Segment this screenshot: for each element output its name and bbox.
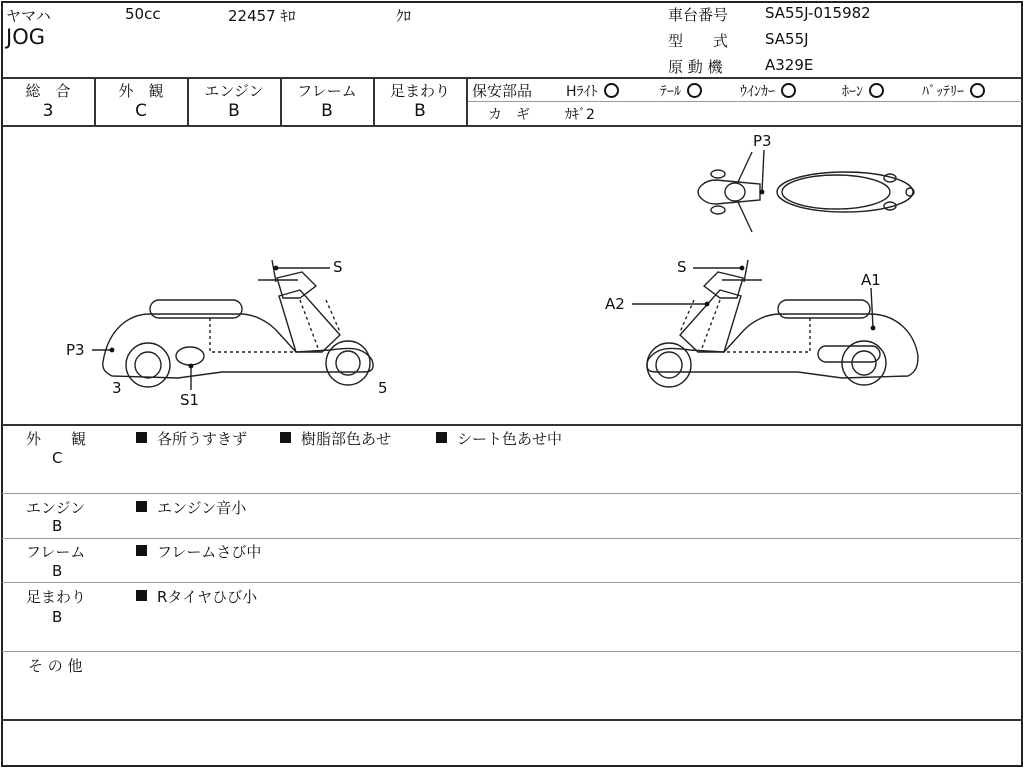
key-label: カ ギ bbox=[488, 107, 530, 123]
left-s-label: S bbox=[333, 258, 343, 276]
horn-item: ﾎｰﾝ bbox=[842, 81, 884, 101]
note-suspension-text: Rタイヤひび小 bbox=[136, 586, 257, 607]
ok-circle-icon bbox=[781, 83, 796, 98]
note-exterior-text: 各所うすきず bbox=[136, 428, 247, 449]
note-suspension-grade: B bbox=[52, 608, 63, 626]
model-name: JOG bbox=[6, 25, 45, 49]
note-frame-text: フレームさび中 bbox=[136, 541, 261, 562]
engine-grade: B bbox=[228, 101, 240, 121]
key-value: ｶｷﾞ2 bbox=[565, 107, 595, 123]
safety-title: 保安部品 bbox=[472, 82, 533, 100]
exterior-grade: C bbox=[135, 101, 147, 121]
battery-item: ﾊﾞｯﾃﾘｰ bbox=[922, 81, 985, 101]
suspension-label: 足まわり bbox=[389, 82, 450, 100]
right-s-label: S bbox=[677, 258, 687, 276]
ok-circle-icon bbox=[970, 83, 985, 98]
note-engine-text: エンジン音小 bbox=[136, 497, 246, 518]
engine-model: A329E bbox=[765, 56, 814, 74]
overall-label: 総 合 bbox=[25, 82, 71, 100]
ok-circle-icon bbox=[687, 83, 702, 98]
frame-no: SA55J-015982 bbox=[765, 4, 871, 22]
engine-model-label: 原 動 機 bbox=[668, 58, 723, 76]
note-frame-grade: B bbox=[52, 562, 63, 580]
displacement: 50cc bbox=[125, 5, 161, 23]
note-other-label: そ の 他 bbox=[28, 657, 83, 675]
left-5-label: 5 bbox=[378, 379, 388, 397]
note-exterior-text-2: 樹脂部色あせ bbox=[280, 428, 391, 449]
headlight-item: Hﾗｲﾄ bbox=[566, 81, 619, 101]
note-frame-label: フレーム bbox=[26, 543, 86, 561]
color: ｸﾛ bbox=[396, 7, 412, 25]
right-a2-label: A2 bbox=[605, 295, 625, 313]
suspension-grade: B bbox=[414, 101, 426, 121]
ok-circle-icon bbox=[869, 83, 884, 98]
right-a1-label: A1 bbox=[861, 271, 881, 289]
note-exterior-text-3: シート色あせ中 bbox=[436, 428, 562, 449]
frame-no-label: 車台番号 bbox=[668, 6, 729, 24]
ok-circle-icon bbox=[604, 83, 619, 98]
note-exterior-label: 外 観 bbox=[26, 430, 87, 448]
damage-diagram bbox=[0, 126, 1024, 424]
left-s1-label: S1 bbox=[180, 391, 200, 409]
engine-label: エンジン bbox=[204, 82, 264, 100]
maker: ヤマハ bbox=[6, 7, 51, 25]
type-value: SA55J bbox=[765, 30, 809, 48]
top-p3-label: P3 bbox=[753, 132, 772, 150]
tail-item: ﾃｰﾙ bbox=[660, 81, 702, 101]
note-suspension-label: 足まわり bbox=[26, 588, 87, 606]
exterior-label: 外 観 bbox=[118, 82, 164, 100]
left-p3-label: P3 bbox=[66, 341, 85, 359]
mileage: 22457 ｷﾛ bbox=[228, 7, 296, 25]
note-engine-grade: B bbox=[52, 517, 63, 535]
overall-grade: 3 bbox=[42, 101, 54, 121]
winker-item: ｳｲﾝｶｰ bbox=[740, 81, 796, 101]
frame-grade: B bbox=[321, 101, 333, 121]
type-label: 型 式 bbox=[668, 32, 729, 50]
note-exterior-grade: C bbox=[52, 449, 63, 467]
note-engine-label: エンジン bbox=[26, 499, 86, 517]
frame-label: フレーム bbox=[297, 82, 357, 100]
scooter-left-view bbox=[103, 260, 373, 387]
scooter-top-view bbox=[698, 152, 914, 232]
left-3-label: 3 bbox=[112, 379, 122, 397]
